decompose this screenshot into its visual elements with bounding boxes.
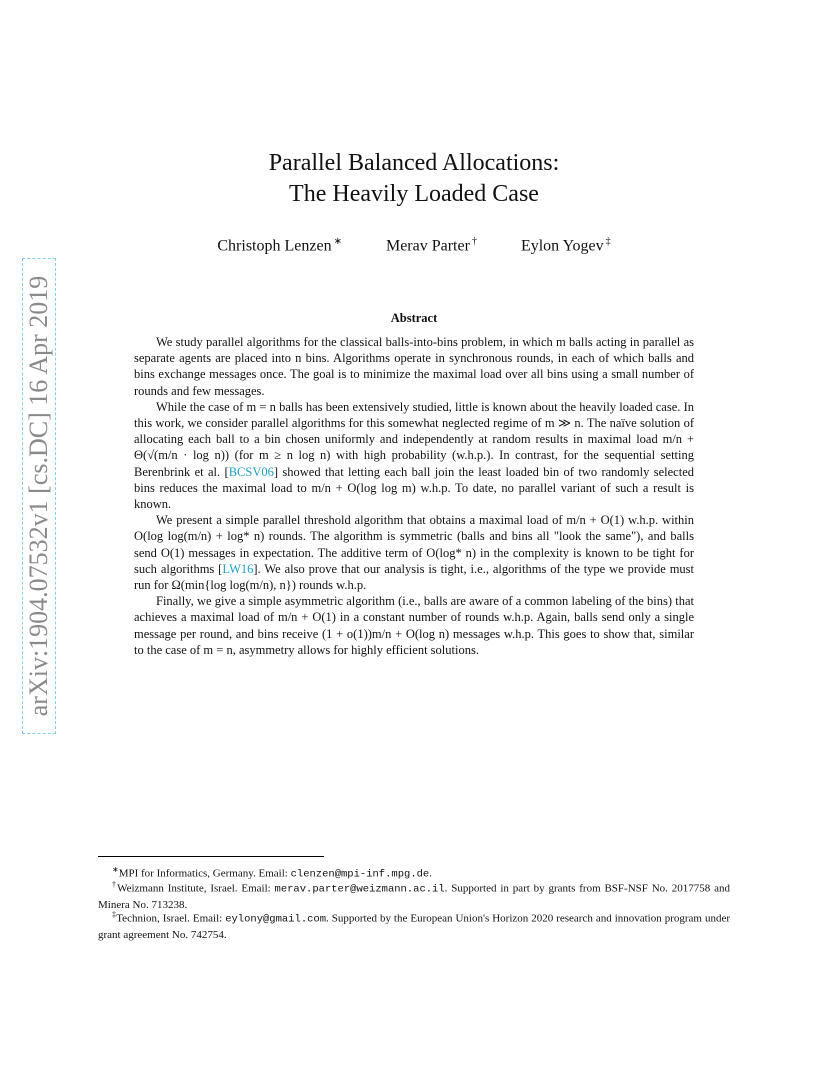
- abstract-paragraph: We study parallel algorithms for the classical balls-into-bins problem, in which m balls acting in parallel as separate agents are placed into n bins. Algorithms operate in synchronous rounds, in each of which balls and bins exchange messages once. The goal is to minimize the maximal load over all bins using a small number of rounds and few messages.: [134, 335, 694, 398]
- abstract-paragraph: Finally, we give a simple asymmetric algorithm (i.e., balls are aware of a common labeling of the bins) that achieves a maximal load of m/n + O(1) in a constant number of rounds w.h.p. Again, balls send only a single message per round, and bins receive (1 + o(1))m/n + O(log n) messages w.h.p. This goes to show that, similar to the case of m = n, asymmetry allows for highly efficient solutions.: [134, 594, 694, 657]
- author: Eylon Yogev ‡: [520, 236, 611, 255]
- paper-title: [0, 148, 828, 210]
- author: Merav Parter †: [385, 236, 477, 255]
- abstract-heading: Abstract: [390, 311, 438, 325]
- abstract-paragraph: While the case of m = n balls has been extensively studied, little is known about the heavily loaded case. In this work, we consider parallel algorithms for this somewhat neglected regime of m ≫ n. The naïve solution of allocating each ball to a bin chosen uniformly and independently at random results in maximal load m/n + Θ(√(m/n · log n)) (for m ≥ n log n) with high probability (w.h.p.). In contrast, for the sequential setting Berenbrink et al. [BCSV06] showed that letting each ball join the least loaded bin of two randomly selected bins reduces the maximal load to m/n + O(log log m) w.h.p. To date, no parallel variant of such a result is known.: [134, 399, 694, 512]
- abstract-body: [134, 334, 694, 658]
- footnote-divider: [98, 856, 324, 857]
- footnote-3: ‡Technion, Israel. Email: eylony@gmail.com. Supported by the European Union's Horizon 2020 research and innovation program under grant agreement No. 742754.: [98, 910, 731, 941]
- footnote-1: ∗MPI for Informatics, Germany. Email: clenzen@mpi-inf.mpg.de.: [112, 865, 432, 881]
- author-list: [0, 236, 828, 255]
- citation-link[interactable]: LW16: [222, 561, 254, 576]
- abstract-paragraph: We present a simple parallel threshold algorithm that obtains a maximal load of m/n + O(1) w.h.p. within O(log log(m/n) + log* n) rounds. The algorithm is symmetric (balls and bins all "look the same"), and balls send O(1) messages in expectation. The additive term of O(log* n) in the complexity is known to be tight for such algorithms [LW16]. We also prove that our analysis is tight, i.e., algorithms of the type we provide must run for Ω(min{log log(m/n), n}) rounds w.h.p.: [134, 513, 695, 593]
- title-line-2: The Heavily Loaded Case: [289, 181, 539, 207]
- author: Christoph Lenzen ∗: [217, 236, 342, 255]
- citation-link[interactable]: BCSV06: [228, 464, 274, 479]
- footnote-2: †Weizmann Institute, Israel. Email: merav.parter@weizmann.ac.il. Supported in part by grants from BSF-NSF No. 2017758 and Minera No. 713238.: [98, 880, 730, 911]
- title-line-1: Parallel Balanced Allocations:: [268, 150, 560, 176]
- arxiv-sidebar-stamp: [22, 258, 56, 734]
- arxiv-identifier: arXiv:1904.07532v1 [cs.DC] 16 Apr 2019: [24, 275, 53, 717]
